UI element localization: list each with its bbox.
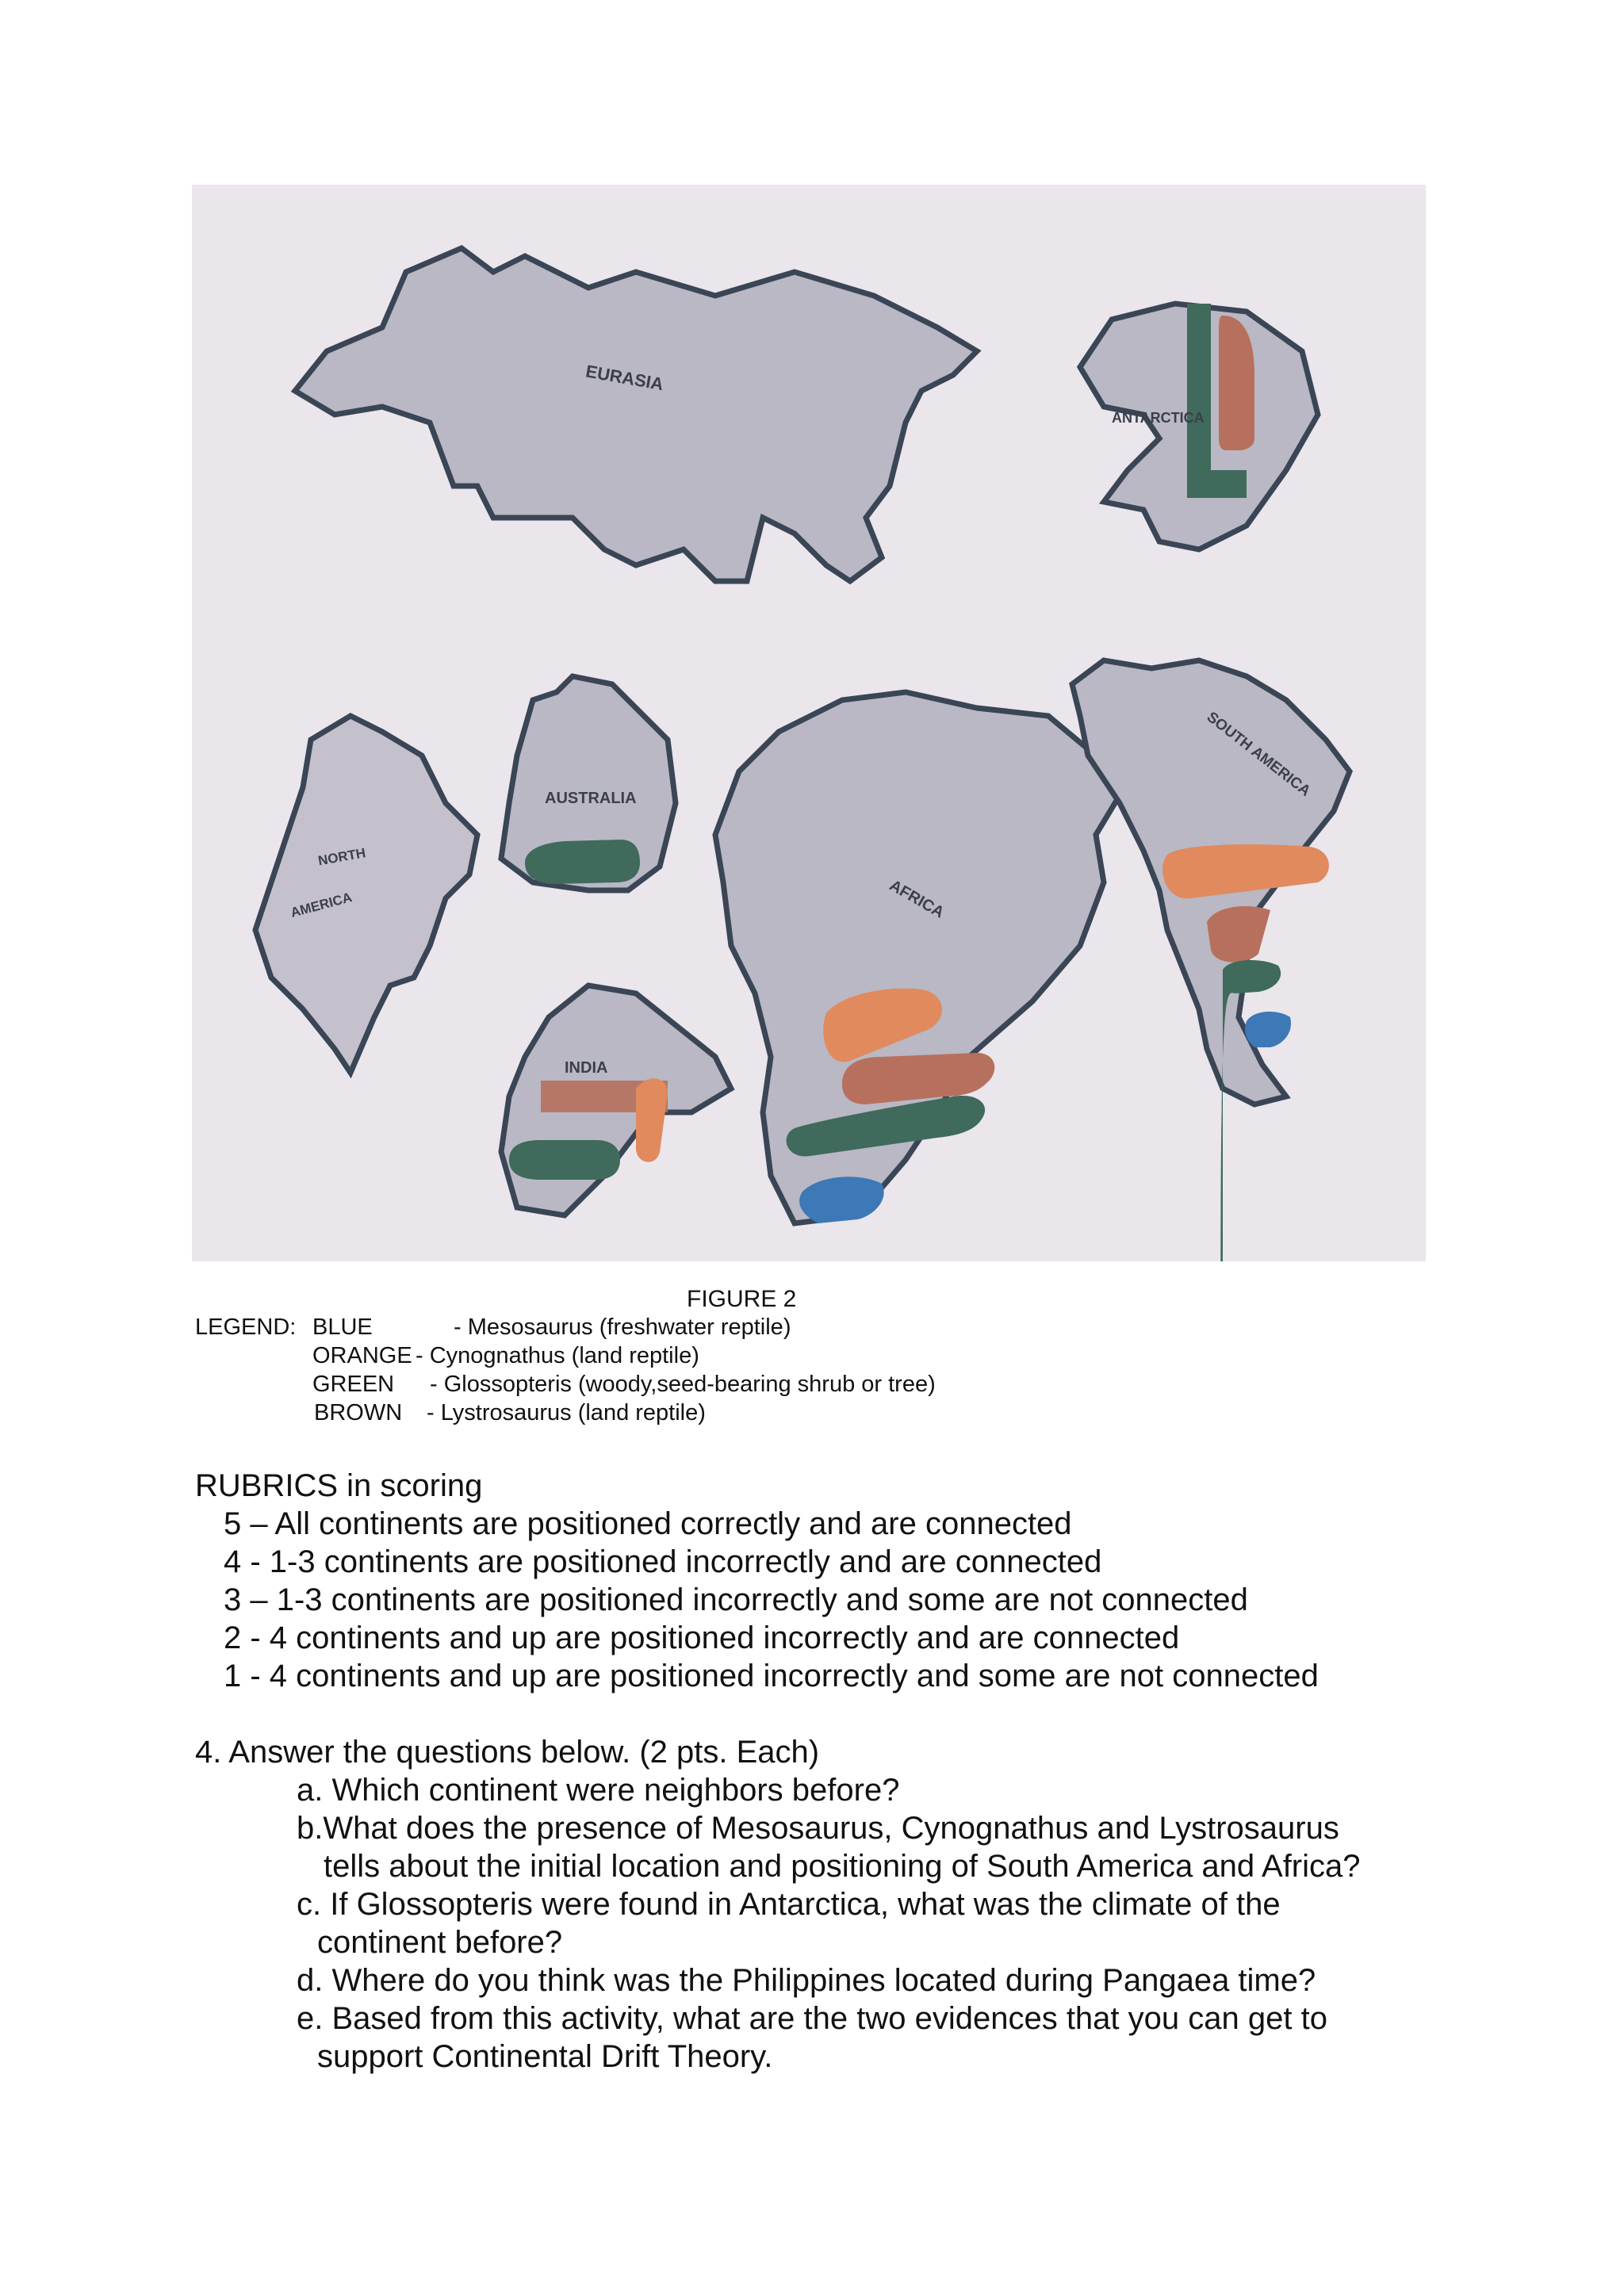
question-d-text: d. Where do you think was the Philippines located during Pangaea time? [297, 1963, 1316, 1998]
south-america-label: SOUTH AMERICA [1203, 708, 1314, 800]
continents-map [192, 185, 1426, 1261]
legend-row-orange [195, 1341, 909, 1370]
question-a-text: a. Which continent were neighbors before? [297, 1773, 900, 1808]
india-green-band [509, 1140, 620, 1180]
question-e-line2: support Continental Drift Theory. [317, 2039, 773, 2074]
figure-caption: FIGURE 2 [687, 1286, 797, 1312]
legend-key-orange: ORANGE [312, 1343, 412, 1368]
legend-row-brown [195, 1399, 909, 1427]
rubric-item-5: 5 – All continents are positioned correctly and are connected [224, 1506, 1072, 1541]
eurasia-label: EURASIA [584, 361, 665, 395]
continents-figure [192, 185, 1426, 1261]
australia-label: AUSTRALIA [545, 790, 637, 807]
question-c [195, 1885, 1361, 1961]
questions-section [195, 1733, 1361, 2076]
question-e [195, 1999, 1361, 2076]
rubric-item-1: 1 - 4 continents and up are positioned incorrectly and some are not connected [224, 1659, 1319, 1693]
rubrics-title: RUBRICS in scoring [195, 1468, 483, 1503]
antarctica-label: ANTARCTICA [1112, 410, 1205, 426]
legend-desc-blue: - Mesosaurus (freshwater reptile) [454, 1314, 791, 1340]
question-e-line1: e. Based from this activity, what are the two evidences that you can get to [297, 2001, 1327, 2036]
india-label: INDIA [565, 1059, 608, 1077]
legend-desc-green: - Glossopteris (woody,seed-bearing shrub or tree) [430, 1372, 936, 1397]
legend-row-green [195, 1370, 1067, 1399]
legend-key-brown: BROWN [314, 1400, 403, 1425]
question-b-line2: tells about the initial location and positioning of South America and Africa? [324, 1849, 1361, 1884]
legend-desc-orange: - Cynognathus (land reptile) [416, 1343, 699, 1368]
north-america-label-2: AMERICA [289, 890, 354, 920]
rubrics-section [195, 1467, 1319, 1695]
question-d [195, 1961, 1361, 1999]
question-c-line2: continent before? [317, 1925, 563, 1960]
legend-row-blue [195, 1313, 909, 1341]
australia-green-band [525, 840, 640, 884]
question-b-line1: b.What does the presence of Mesosaurus, Cynognathus and Lystrosaurus [297, 1811, 1339, 1846]
legend-desc-brown: - Lystrosaurus (land reptile) [427, 1400, 706, 1425]
legend-key-green: GREEN [312, 1372, 395, 1397]
north-america-label-1: NORTH [316, 845, 367, 869]
question-b [195, 1809, 1361, 1885]
question-c-line1: c. If Glossopteris were found in Antarctica, what was the climate of the [297, 1887, 1281, 1922]
africa-label: AFRICA [886, 876, 948, 922]
question-a [195, 1771, 1361, 1809]
questions-title: 4. Answer the questions below. (2 pts. Each) [195, 1735, 820, 1770]
rubric-item-3: 3 – 1-3 continents are positioned incorrectly and some are not connected [224, 1582, 1248, 1617]
rubric-item-2: 2 - 4 continents and up are positioned incorrectly and are connected [224, 1621, 1180, 1655]
rubric-item-4: 4 - 1-3 continents are positioned incorrectly and are connected [224, 1544, 1102, 1579]
legend-prefix: LEGEND: [195, 1314, 297, 1340]
legend-key-blue: BLUE [312, 1314, 373, 1340]
